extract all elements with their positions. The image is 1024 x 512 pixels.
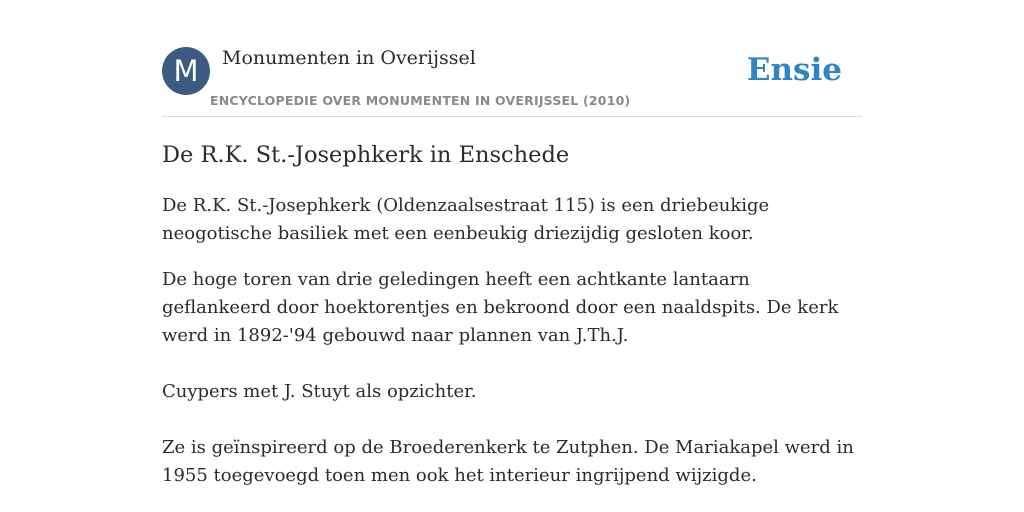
paragraph: De hoge toren van drie geledingen heeft een achtkante lantaarn geflankeerd door hoektorentjes en bekroond door een naaldspits. De kerk werd in 1892-'94 gebouwd naar plannen van J.Th.J. — [162, 269, 839, 346]
article-title: De R.K. St.-Josephkerk in Enschede — [162, 142, 570, 168]
brand-logo[interactable]: Ensie — [746, 52, 842, 88]
header — [162, 46, 862, 117]
paragraph: Ze is geïnspireerd op de Broederenkerk te Zutphen. De Mariakapel werd in 1955 toegevoegd toen men ook het interieur ingrijpend wijzigde. — [162, 437, 854, 486]
article-body — [162, 192, 862, 490]
paragraph: Cuypers met J. Stuyt als opzichter. — [162, 381, 477, 402]
book-title-link[interactable]: Monumenten in Overijssel — [222, 47, 476, 69]
paragraph: De R.K. St.-Josephkerk (Oldenzaalsestraat 115) is een driebeukige neogotische basiliek met een eenbeukig driezijdig gesloten koor. — [162, 195, 770, 244]
book-subtitle: ENCYCLOPEDIE OVER MONUMENTEN IN OVERIJSSEL (2010) — [210, 93, 631, 108]
avatar[interactable]: M — [162, 47, 210, 95]
